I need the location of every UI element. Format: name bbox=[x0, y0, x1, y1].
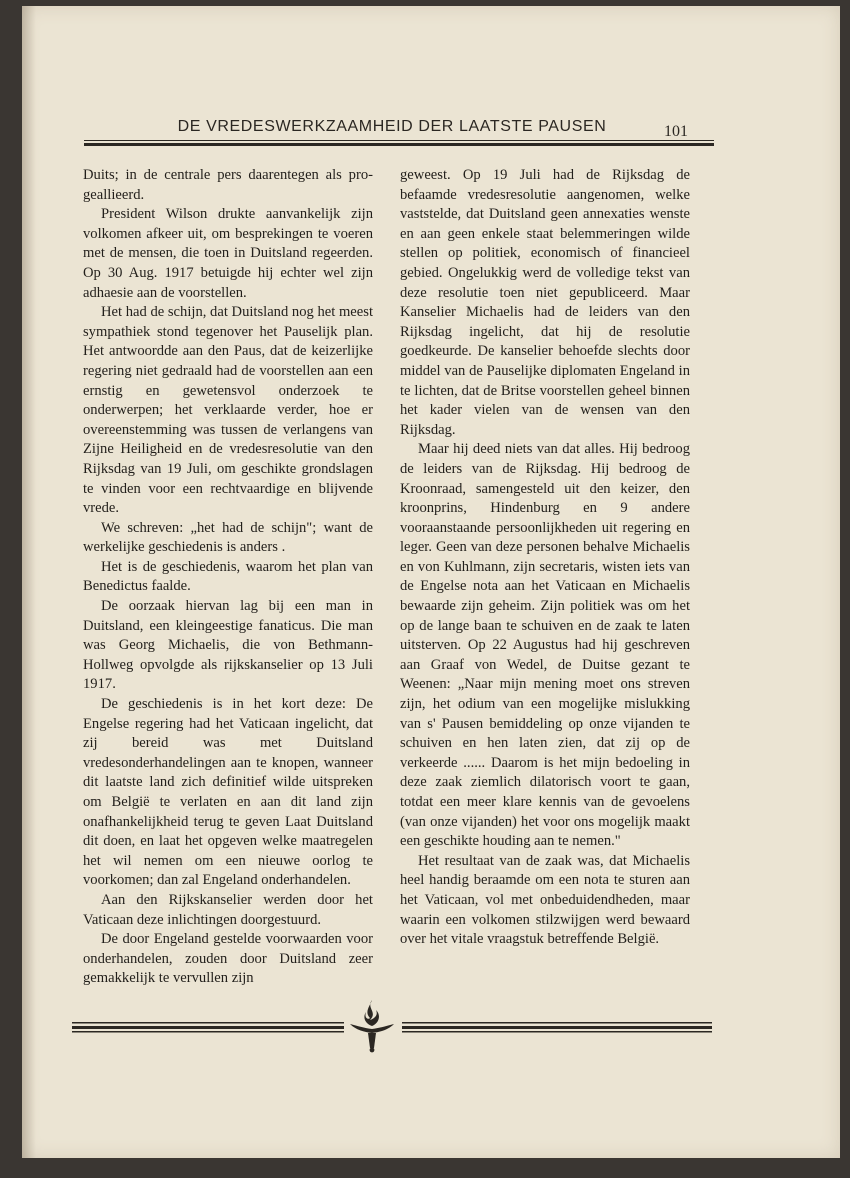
torch-flame-icon bbox=[72, 996, 712, 1056]
paragraph: Maar hij deed niets van dat alles. Hij bedroog de leiders van de Rijksdag. Hij bedroog de Kroonraad, samengesteld uit den keizer, den kroonprins, Hindenburg en 9 andere vooraanstaande persoonlijkheden uit regering en leger. Geen van deze personen behalve Michaelis en von Kuhlmann, zijn secretaris, wisten iets van de Engelse nota aan het Vaticaan en Michaelis bewaarde zijn geheim. Zijn politiek was om het op de lange baan te schuiven en de zaak te laten uitsterven. Op 22 Augustus had hij geschreven aan Graaf von Wedel, de Duitse gezant te Weenen: „Naar mijn mening moet ons streven zijn, het odium van een mogelijke mislukking van s' Pausen bemiddeling op onze vijanden te schuiven en hen laten zien, dat zij op de verkeerde ...... Daarom is het mijn bedoeling in deze zaak ziemlich dilatorisch voort te gaan, totdat een meer klare kennis van de gevoelens (van onze vijanden) het voor ons mogelijk maakt een geschikte houding aan te nemen." bbox=[400, 441, 690, 850]
book-page bbox=[22, 6, 840, 1158]
paragraph: De door Engeland gestelde voorwaarden voor onderhandelen, zouden door Duitsland zeer gemakkelijk te vervullen zijn bbox=[83, 931, 373, 987]
paragraph: geweest. Op 19 Juli had de Rijksdag de befaamde vredesresolutie aangenomen, welke vaststelde, dat Duitsland geen annexaties wenste en aan geen enkele staat belemmeringen wilde stellen op politiek, economisch of financieel gebied. Ongelukkig werd de volledige tekst van deze resolutie toen niet gepubliceerd. Maar Kanselier Michaelis had de leiders van den Rijksdag ingelicht, dat hij de resolutie goedkeurde. De kanselier behoefde slechts door middel van de Pauselijke diplomaten Engeland in te lichten, dat de Britse voorstellen geheel binnen het kader vielen van de wensen van den Rijksdag. bbox=[400, 167, 690, 438]
paragraph: Het had de schijn, dat Duitsland nog het meest sympathiek stond tegenover het Pauselijk plan. Het antwoordde aan den Paus, dat de keizerlijke regering niet gedraald had de voorstellen aan een ernstig en gewetensvol onderzoek te onderwerpen; het verklaarde verder, hoe er overeenstemming was tussen de verlangens van Zijne Heiligheid en de vredesresolutie van den Rijksdag van 19 Juli, om geschikte grondslagen te vinden voor een rechtvaardige en blijvende vrede. bbox=[83, 304, 373, 517]
text-column-right bbox=[400, 166, 690, 950]
header-rule bbox=[84, 140, 714, 149]
paragraph: Het resultaat van de zaak was, dat Michaelis heel handig beraamde om een nota te sturen aan het Vaticaan, vol met onbeduidendheden, maar waarin een volkomen stilzwijgen werd bewaard over het vitale vraagstuk betreffende België. bbox=[400, 852, 690, 948]
text-column-left bbox=[83, 166, 373, 989]
paragraph: De geschiedenis is in het kort deze: De Engelse regering had het Vaticaan ingelicht, dat zij bereid was met Duitsland vredesonderhandelingen aan te knopen, wanneer dit laatste land zich definitief wilde uitspreken om België te verlaten en aan dit land zijn onafhankelijkheid terug te geven Laat Duitsland dit doen, en laat het opgeven welke maatregelen het wil nemen om een nieuwe oorlog te voorkomen; dan zal Engeland onderhandelen. bbox=[83, 696, 373, 889]
paragraph: President Wilson drukte aanvankelijk zijn volkomen afkeer uit, om besprekingen te voeren met de mensen, die toen in Duitsland regeerden. Op 30 Aug. 1917 betuigde hij echter wel zijn adhaesie aan de voorstellen. bbox=[83, 206, 373, 301]
paragraph: Aan den Rijkskanselier werden door het Vaticaan deze inlichtingen doorgestuurd. bbox=[83, 891, 373, 928]
paragraph: De oorzaak hiervan lag bij een man in Duitsland, een kleingeestige fanaticus. Die man was Georg Michaelis, die von Bethmann-Hollweg opvolgde als rijkskanselier op 13 Juli 1917. bbox=[83, 598, 373, 693]
page-number: 101 bbox=[664, 123, 688, 140]
paragraph: We schreven: „het had de schijn"; want de werkelijke geschiedenis is anders . bbox=[83, 519, 373, 556]
running-header: DE VREDESWERKZAAMHEID DER LAATSTE PAUSEN bbox=[177, 118, 607, 135]
footer-ornament bbox=[72, 996, 712, 1056]
paragraph: Het is de geschiedenis, waarom het plan van Benedictus faalde. bbox=[83, 558, 373, 595]
paragraph: Duits; in de centrale pers daarentegen als pro-geallieerd. bbox=[83, 167, 373, 203]
spine-shadow bbox=[22, 6, 36, 1158]
